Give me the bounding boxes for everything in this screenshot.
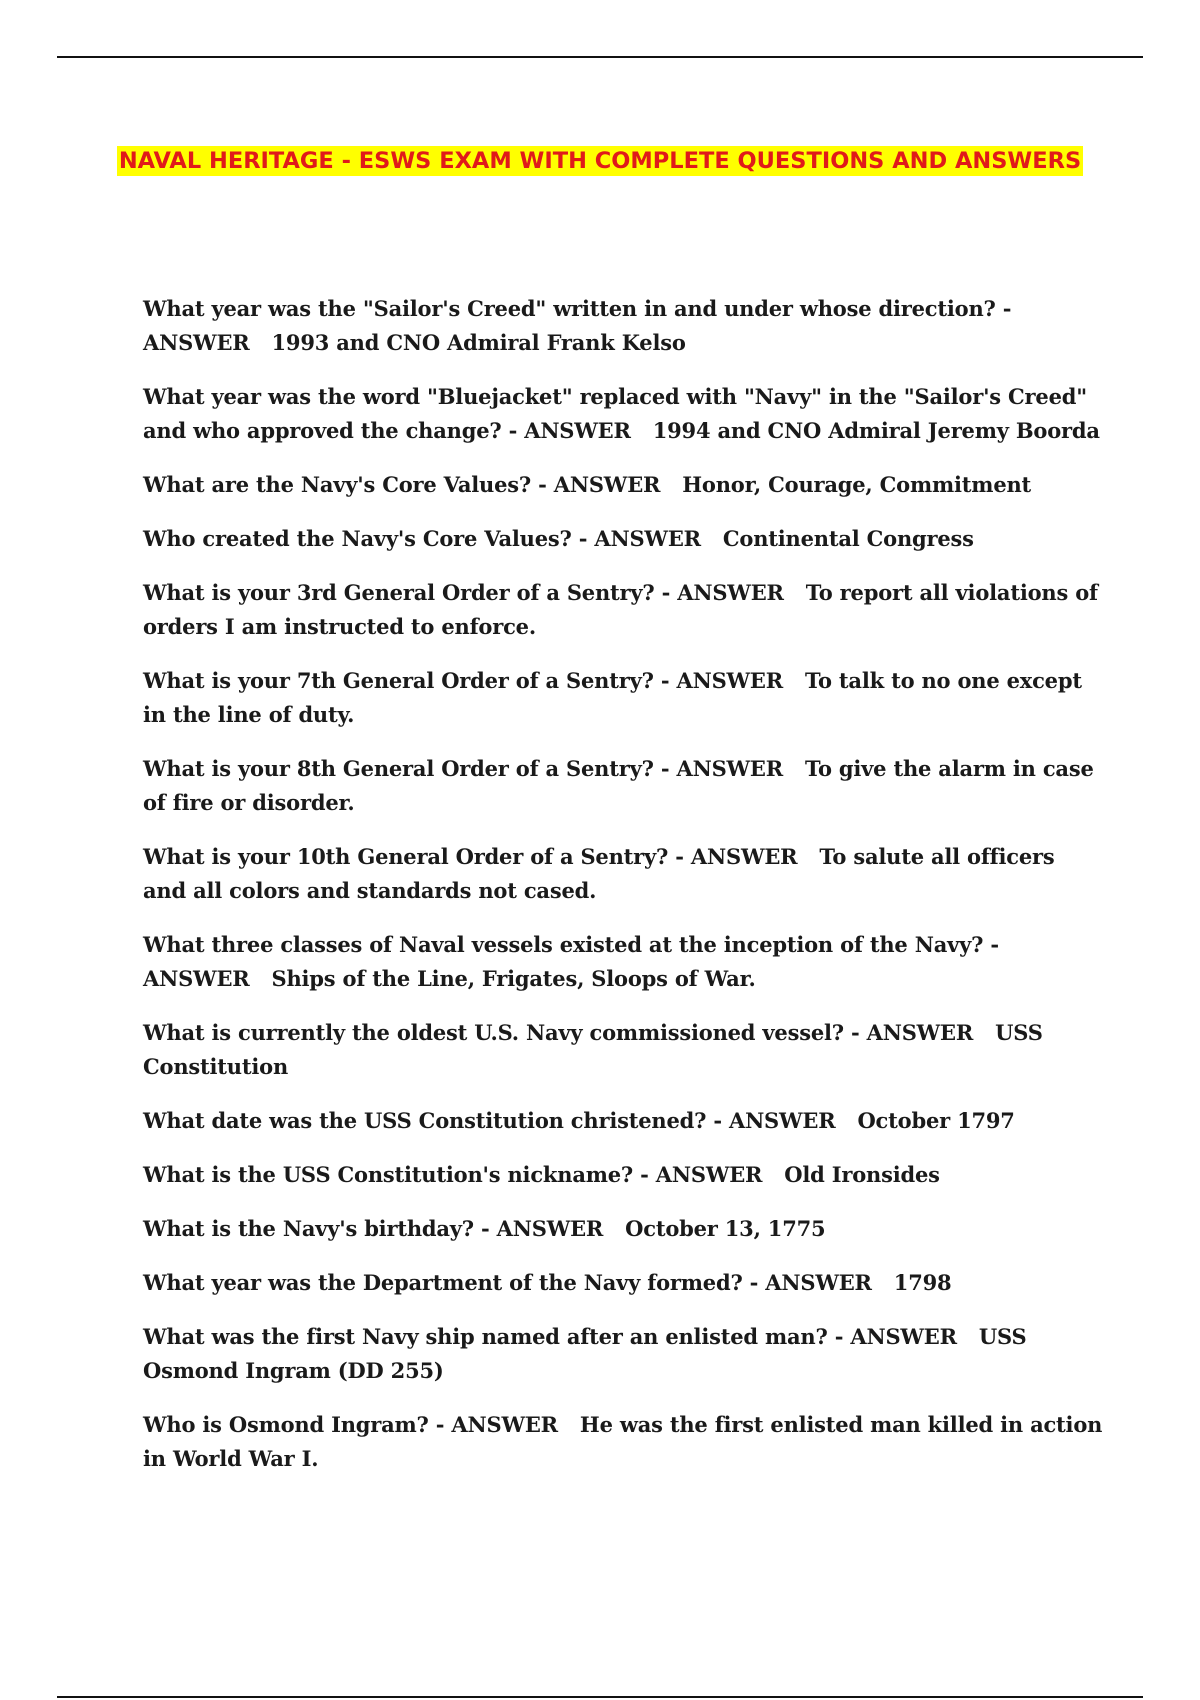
qa-item — [143, 928, 1103, 996]
answer-text: To give the alarm in case of fire or disorder. — [143, 756, 1094, 815]
answer-text: To report all violations of orders I am instructed to enforce. — [143, 580, 1098, 639]
answer-marker: - ANSWER — [660, 668, 783, 693]
qa-item — [143, 1158, 1103, 1192]
question-text: What date was the USS Constitution christened? — [143, 1108, 707, 1133]
bottom-rule — [57, 1696, 1143, 1698]
question-text: What is your 7th General Order of a Sentry? — [143, 668, 654, 693]
question-text: Who is Osmond Ingram? — [143, 1412, 429, 1437]
question-text: What year was the word "Bluejacket" replaced with "Navy" in the "Sailor's Creed" and who approved the change? — [143, 384, 1087, 443]
qa-item — [143, 292, 1103, 360]
document-title — [100, 142, 1100, 180]
qa-item — [143, 576, 1103, 644]
answer-marker: - ANSWER — [538, 472, 661, 497]
answer-marker: - ANSWER — [481, 1216, 604, 1241]
qa-item — [143, 1266, 1103, 1300]
qa-item — [143, 468, 1103, 502]
answer-text: Ships of the Line, Frigates, Sloops of War. — [271, 966, 756, 991]
answer-text: To salute all officers and all colors and standards not cased. — [143, 844, 1055, 903]
question-text: What three classes of Naval vessels existed at the inception of the Navy? — [143, 932, 984, 957]
qa-item — [143, 1212, 1103, 1246]
answer-text: 1993 and CNO Admiral Frank Kelso — [271, 330, 686, 355]
answer-marker: - ANSWER — [143, 932, 999, 991]
question-text: What is your 10th General Order of a Sentry? — [143, 844, 669, 869]
qa-item — [143, 1320, 1103, 1388]
question-text: Who created the Navy's Core Values? — [143, 526, 572, 551]
question-text: What is the Navy's birthday? — [143, 1216, 474, 1241]
qa-item — [143, 380, 1103, 448]
question-text: What is currently the oldest U.S. Navy commissioned vessel? — [143, 1020, 844, 1045]
answer-marker: - ANSWER — [508, 418, 631, 443]
question-text: What year was the Department of the Navy formed? — [143, 1270, 743, 1295]
answer-text: He was the first enlisted man killed in action in World War I. — [143, 1412, 1103, 1471]
answer-text: Old Ironsides — [784, 1162, 940, 1187]
answer-text: To talk to no one except in the line of duty. — [143, 668, 1082, 727]
document-title-text: NAVAL HERITAGE - ESWS EXAM WITH COMPLETE QUESTIONS AND ANSWERS — [118, 148, 1082, 174]
answer-marker: - ANSWER — [834, 1324, 957, 1349]
answer-text: October 13, 1775 — [625, 1216, 826, 1241]
answer-marker: - ANSWER — [640, 1162, 763, 1187]
qa-item — [143, 1104, 1103, 1138]
question-text: What is your 8th General Order of a Sentry? — [143, 756, 654, 781]
qa-item — [143, 1016, 1103, 1084]
answer-marker: - ANSWER — [435, 1412, 558, 1437]
answer-marker: - ANSWER — [749, 1270, 872, 1295]
answer-text: Continental Congress — [722, 526, 974, 551]
question-text: What was the first Navy ship named after an enlisted man? — [143, 1324, 828, 1349]
qa-item — [143, 522, 1103, 556]
answer-marker: - ANSWER — [675, 844, 798, 869]
answer-marker: - ANSWER — [850, 1020, 974, 1045]
answer-text: October 1797 — [857, 1108, 1015, 1133]
answer-text: USS Constitution — [143, 1020, 1043, 1079]
qa-item — [143, 1408, 1103, 1476]
answer-text: Honor, Courage, Commitment — [682, 472, 1032, 497]
qa-list — [143, 292, 1103, 1496]
answer-marker: - ANSWER — [660, 756, 783, 781]
answer-marker: - ANSWER — [143, 296, 1012, 355]
top-rule — [57, 56, 1143, 58]
qa-item — [143, 752, 1103, 820]
answer-text: 1798 — [893, 1270, 952, 1295]
question-text: What is the USS Constitution's nickname? — [143, 1162, 634, 1187]
qa-item — [143, 664, 1103, 732]
answer-marker: - ANSWER — [713, 1108, 836, 1133]
question-text: What are the Navy's Core Values? — [143, 472, 531, 497]
question-text: What year was the "Sailor's Creed" written in and under whose direction? — [143, 296, 996, 321]
answer-marker: - ANSWER — [578, 526, 701, 551]
answer-marker: - ANSWER — [661, 580, 784, 605]
answer-text: USS Osmond Ingram (DD 255) — [143, 1324, 1027, 1383]
qa-item — [143, 840, 1103, 908]
answer-text: 1994 and CNO Admiral Jeremy Boorda — [652, 418, 1100, 443]
question-text: What is your 3rd General Order of a Sentry? — [143, 580, 655, 605]
